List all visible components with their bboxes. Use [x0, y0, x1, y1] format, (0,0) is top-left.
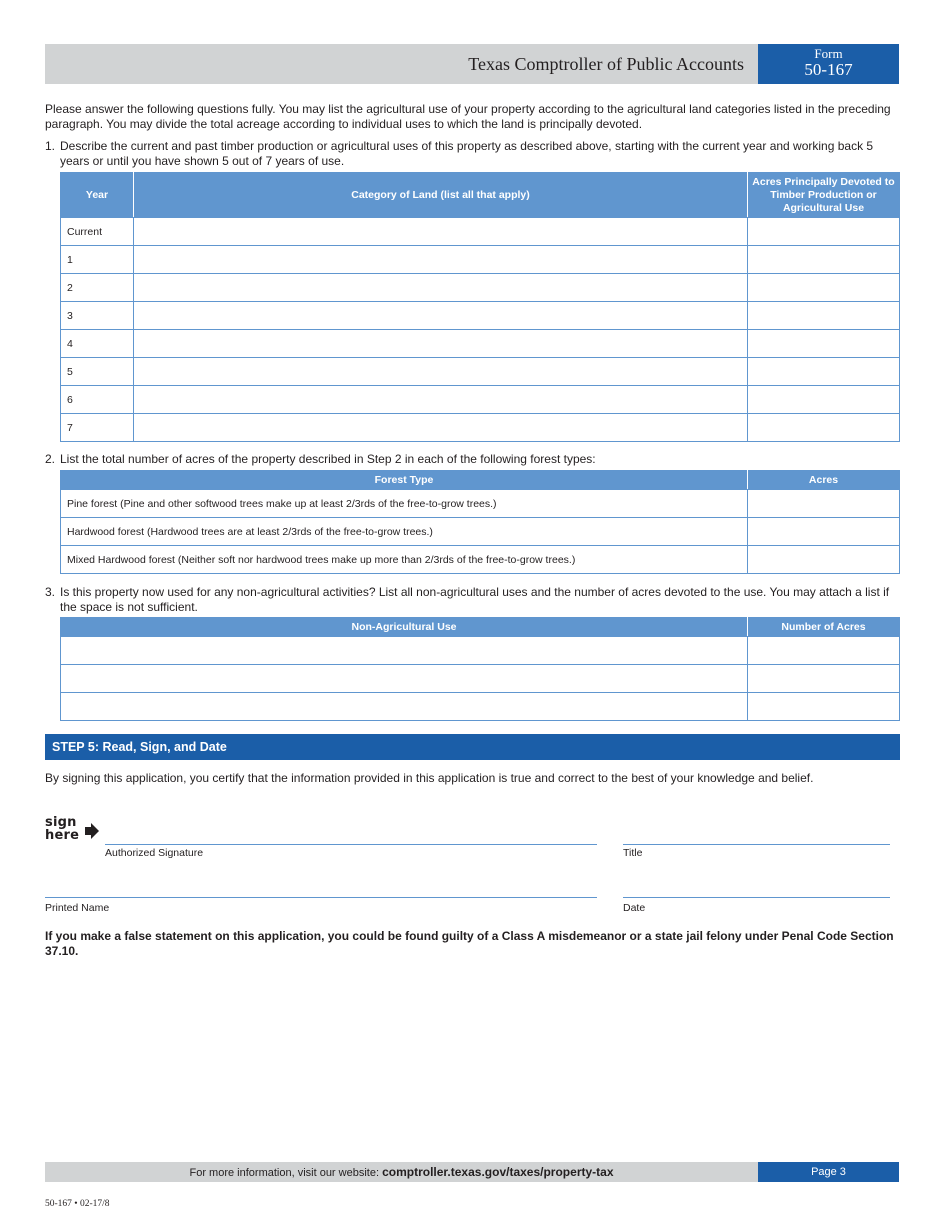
question-1 [45, 139, 900, 169]
form-number-box [758, 44, 899, 84]
forest-type-cell: Pine forest (Pine and other softwood trees make up at least 2/3rds of the free-to-grow trees.) [61, 490, 748, 518]
form-revision-code: 50-167 • 02-17/8 [45, 1199, 110, 1209]
land-use-header-row [61, 173, 900, 218]
acres-input-cell[interactable] [748, 414, 900, 442]
title-line[interactable] [623, 844, 890, 845]
table-row [61, 414, 900, 442]
question-2-text: List the total number of acres of the property described in Step 2 in each of the following forest types: [60, 452, 596, 466]
forest-type-table [60, 470, 900, 574]
table-row [61, 358, 900, 386]
acres-input-cell[interactable] [748, 546, 900, 574]
signature-line[interactable] [105, 844, 597, 845]
forest-type-cell: Hardwood forest (Hardwood trees are at least 2/3rds of the free-to-grow trees.) [61, 518, 748, 546]
footer-bar [45, 1162, 758, 1182]
question-3-text: Is this property now used for any non-agricultural activities? List all non-agricultural uses and the number of acres devoted to the use. You may attach a list if the space is not sufficient. [60, 585, 890, 614]
category-input-cell[interactable] [134, 330, 748, 358]
year-cell: 7 [61, 414, 134, 442]
page-number: Page 3 [758, 1162, 899, 1182]
acres-input-cell[interactable] [748, 274, 900, 302]
footer-website-link[interactable]: comptroller.texas.gov/taxes/property-tax [382, 1165, 614, 1179]
intro-paragraph: Please answer the following questions fully. You may list the agricultural use of your property according to the agricultural land categories listed in the preceding paragraph. You may divide the total acreage according to individual uses to which the land is principally devoted. [45, 102, 891, 131]
year-cell: 2 [61, 274, 134, 302]
question-3-number: 3. [45, 585, 56, 599]
step-5-heading: STEP 5: Read, Sign, and Date [45, 734, 900, 760]
year-cell: 4 [61, 330, 134, 358]
footer-info-text: For more information, visit our website: [189, 1167, 383, 1179]
date-line[interactable] [623, 897, 890, 898]
form-number: 50-167 [804, 60, 853, 79]
certify-paragraph: By signing this application, you certify that the information provided in this application is true and correct to the best of your knowledge and belief. [45, 771, 814, 785]
non-ag-use-table [60, 617, 900, 721]
col-header-category: Category of Land (list all that apply) [134, 173, 748, 218]
non-ag-header-row [61, 618, 900, 637]
category-input-cell[interactable] [134, 386, 748, 414]
non-ag-use-input-cell[interactable] [61, 693, 748, 721]
acres-input-cell[interactable] [748, 665, 900, 693]
printed-name-label: Printed Name [45, 902, 110, 914]
table-row [61, 218, 900, 246]
false-statement-warning: If you make a false statement on this application, you could be found guilty of a Class A misdemeanor or a state jail felony under Penal Code Section 37.10. [45, 929, 894, 958]
year-cell: 3 [61, 302, 134, 330]
year-cell: 5 [61, 358, 134, 386]
acres-input-cell[interactable] [748, 637, 900, 665]
col-header-year: Year [61, 173, 134, 218]
year-cell: Current [61, 218, 134, 246]
category-input-cell[interactable] [134, 218, 748, 246]
table-row [61, 330, 900, 358]
acres-input-cell[interactable] [748, 518, 900, 546]
land-use-table [60, 172, 900, 442]
table-row [61, 665, 900, 693]
col-header-non-ag-use: Non-Agricultural Use [61, 618, 748, 637]
year-cell: 6 [61, 386, 134, 414]
table-row [61, 546, 900, 574]
acres-input-cell[interactable] [748, 386, 900, 414]
acres-input-cell[interactable] [748, 218, 900, 246]
question-2-number: 2. [45, 452, 56, 466]
acres-input-cell[interactable] [748, 490, 900, 518]
forest-header-row [61, 471, 900, 490]
title-label: Title [623, 847, 643, 859]
forest-type-cell: Mixed Hardwood forest (Neither soft nor hardwood trees make up more than 2/3rds of the free-to-grow trees.) [61, 546, 748, 574]
category-input-cell[interactable] [134, 302, 748, 330]
table-row [61, 246, 900, 274]
acres-input-cell[interactable] [748, 246, 900, 274]
sign-here-icon [45, 816, 103, 848]
question-2 [45, 452, 900, 467]
year-cell: 1 [61, 246, 134, 274]
category-input-cell[interactable] [134, 358, 748, 386]
acres-input-cell[interactable] [748, 358, 900, 386]
table-row [61, 637, 900, 665]
col-header-acres-devoted: Acres Principally Devoted to Timber Production or Agricultural Use [748, 173, 900, 218]
table-row [61, 302, 900, 330]
col-header-number-of-acres: Number of Acres [748, 618, 900, 637]
agency-title: Texas Comptroller of Public Accounts [468, 54, 744, 74]
date-label: Date [623, 902, 646, 914]
question-1-number: 1. [45, 139, 56, 153]
acres-input-cell[interactable] [748, 693, 900, 721]
table-row [61, 518, 900, 546]
non-ag-use-input-cell[interactable] [61, 665, 748, 693]
col-header-acres: Acres [748, 471, 900, 490]
category-input-cell[interactable] [134, 274, 748, 302]
signature-label: Authorized Signature [105, 847, 204, 859]
printed-name-line[interactable] [45, 897, 597, 898]
form-label: Form [814, 46, 843, 61]
header-bar [45, 44, 758, 84]
acres-input-cell[interactable] [748, 330, 900, 358]
table-row [61, 274, 900, 302]
col-header-forest-type: Forest Type [61, 471, 748, 490]
table-row [61, 693, 900, 721]
question-1-text: Describe the current and past timber production or agricultural uses of this property as described above, starting with the current year and working back 5 years or until you have shown 5 out of 7 years of use. [60, 139, 874, 168]
non-ag-use-input-cell[interactable] [61, 637, 748, 665]
acres-input-cell[interactable] [748, 302, 900, 330]
category-input-cell[interactable] [134, 246, 748, 274]
table-row [61, 386, 900, 414]
question-3 [45, 585, 900, 615]
sign-here-label: sign here [45, 815, 80, 843]
table-row [61, 490, 900, 518]
category-input-cell[interactable] [134, 414, 748, 442]
sign-here-arrow-icon [85, 823, 99, 839]
